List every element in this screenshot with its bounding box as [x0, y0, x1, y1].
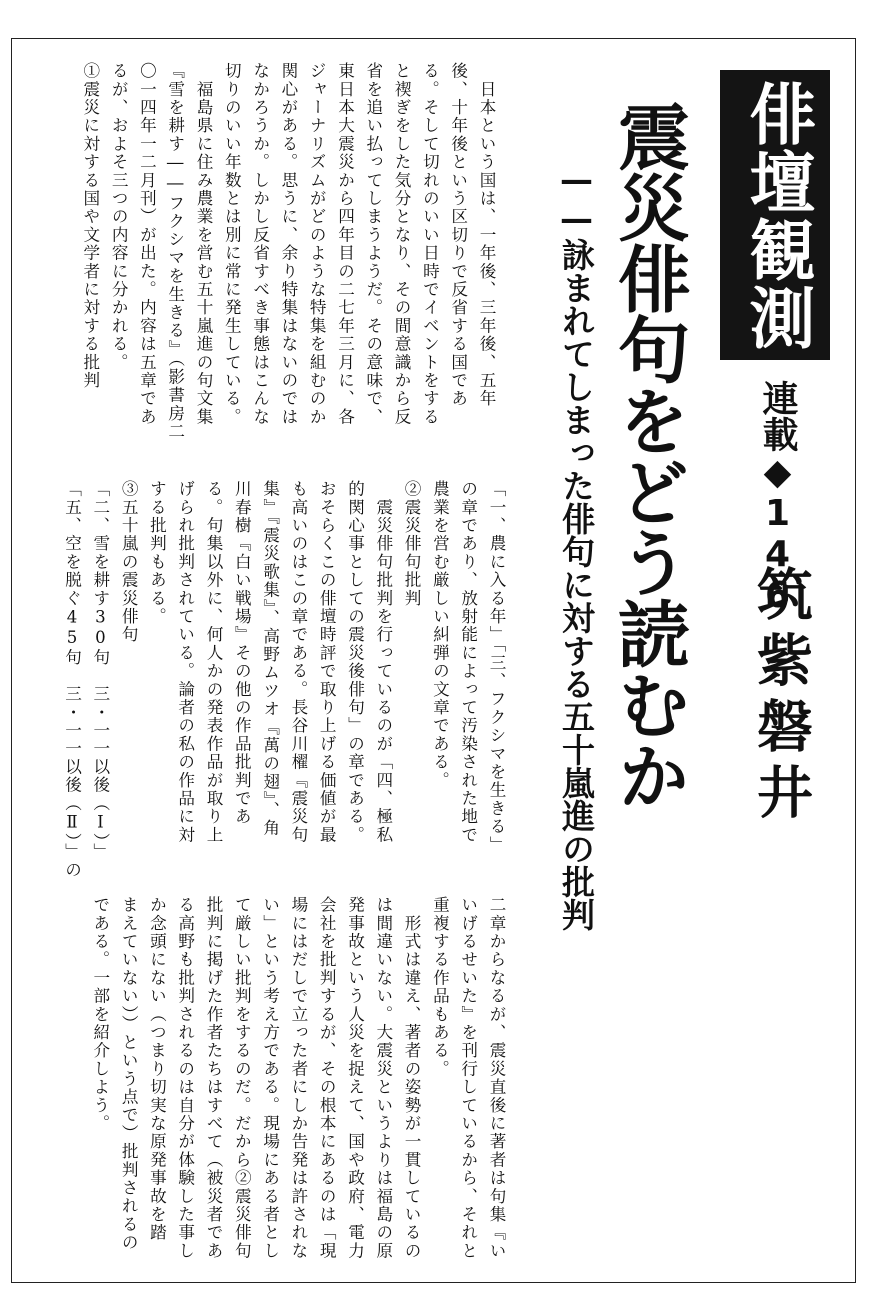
text-column: 『雪を耕す――フクシマを生きる』（影書房二 — [165, 62, 185, 441]
text-column: 形式は違え、著者の姿勢が一貫しているの — [402, 896, 422, 1260]
text-column: る高野も批判されるのは自分が体験した事し — [175, 896, 195, 1260]
text-column: い」という考え方である。現場にある者とし — [260, 896, 280, 1260]
author-name: 筑紫磐井 — [748, 565, 813, 829]
text-column: 集』『震災歌集』、高野ムツオ『萬の翅』、角 — [260, 480, 280, 838]
text-column: 東日本大震災から四年目の二七年三月に、各 — [335, 62, 355, 426]
body-block-right — [76, 62, 500, 462]
text-column: るが、およそ三つの内容に分かれる。 — [109, 62, 129, 372]
text-column: る。そして切れのいい日時でイベントをする — [420, 62, 440, 426]
text-column: 「五、空を脱ぐ45句 三・一一以後（Ⅱ）」の — [62, 480, 82, 880]
text-column: 農業を営む厳しい糾弾の文章である。 — [430, 480, 450, 790]
article-subtitle: ——詠まれてしまった俳句に対する五十嵐進の批判 — [557, 160, 596, 931]
text-column: 場にはだしで立った者にしか告発は許されな — [288, 896, 308, 1260]
text-column: 発事故という人災を捉えて、国や政府、電力 — [345, 896, 365, 1260]
text-column: 〇一四年一二月刊）が出た。内容は五章であ — [137, 62, 157, 426]
text-column: 後、十年後という区切りで反省する国であ — [448, 62, 468, 408]
text-column: 川春樹『白い戦場』その他の作品批判であ — [232, 480, 252, 826]
text-column: ①震災に対する国や文学者に対する批判 — [80, 62, 100, 390]
text-column: ③五十嵐の震災俳句 — [119, 480, 139, 644]
text-column: ②震災俳句批判 — [402, 480, 422, 608]
text-column: の章であり、放射能によって汚染された地で — [458, 480, 478, 844]
text-column: は間違いない。大震災というよりは福島の原 — [373, 896, 393, 1260]
text-column: 切りのいい年数とは別に常に発生している。 — [222, 62, 242, 426]
article-title: 震災俳句をどう読むか — [606, 100, 690, 810]
text-column: て厳しい批判をするのだ。だから②震災俳句 — [232, 896, 252, 1260]
text-column: いげるせいた』を刊行しているから、それと — [458, 896, 478, 1260]
series-title-box — [720, 70, 830, 360]
text-column: 省を追い払ってしまうようだ。その意味で、 — [363, 62, 383, 426]
body-block-upper-left — [57, 480, 510, 880]
series-title: 俳壇観測 — [738, 80, 815, 352]
text-column: 関心がある。思うに、余り特集はないのでは — [278, 62, 298, 426]
text-column: ジャーナリズムがどのような特集を組むのか — [307, 62, 327, 426]
text-column: おそらくこの俳壇時評で取り上げる価値が最 — [317, 480, 337, 844]
text-column: 重複する作品もある。 — [430, 896, 450, 1078]
text-column: 二章からなるが、震災直後に著者は句集『い — [487, 896, 506, 1260]
text-column: まえていない））という点で）批判されるの — [119, 896, 139, 1252]
text-column: 「二、雪を耕す30句 三・一一以後（Ⅰ）」 — [90, 480, 110, 862]
text-column: 的関心事としての震災後俳句」の章である。 — [345, 480, 365, 844]
text-column: げられ批判されている。論者の私の作品に対 — [175, 480, 195, 844]
text-column: である。一部を紹介しよう。 — [90, 896, 110, 1133]
text-column: も高いのはこの章である。長谷川櫂『震災句 — [288, 480, 308, 844]
serial-number: 連載◆146 — [757, 380, 798, 616]
text-column: 福島県に住み農業を営む五十嵐進の句文集 — [194, 62, 214, 426]
text-column: 「一、農に入る年」「三、フクシマを生きる」 — [487, 480, 506, 854]
text-column: 日本という国は、一年後、三年後、五年 — [477, 62, 496, 408]
text-column: 震災俳句批判を行っているのが「四、極私 — [373, 480, 393, 844]
text-column: る。句集以外に、何人かの発表作品が取り上 — [204, 480, 224, 844]
text-column: する批判もある。 — [147, 480, 167, 626]
text-column: 会社を批判するが、その根本にあるのは「現 — [317, 896, 337, 1260]
text-column: 批判に掲げた作者たちはすべて（被災者であ — [204, 896, 224, 1260]
body-block-lower-left — [86, 896, 510, 1268]
text-column: か念頭にない（つまり切実な原発事故を踏 — [147, 896, 167, 1242]
text-column: なかろうか。しかし反省すべき事態はこんな — [250, 62, 270, 426]
text-column: と禊ぎをした気分となり、その間意識から反 — [392, 62, 412, 426]
